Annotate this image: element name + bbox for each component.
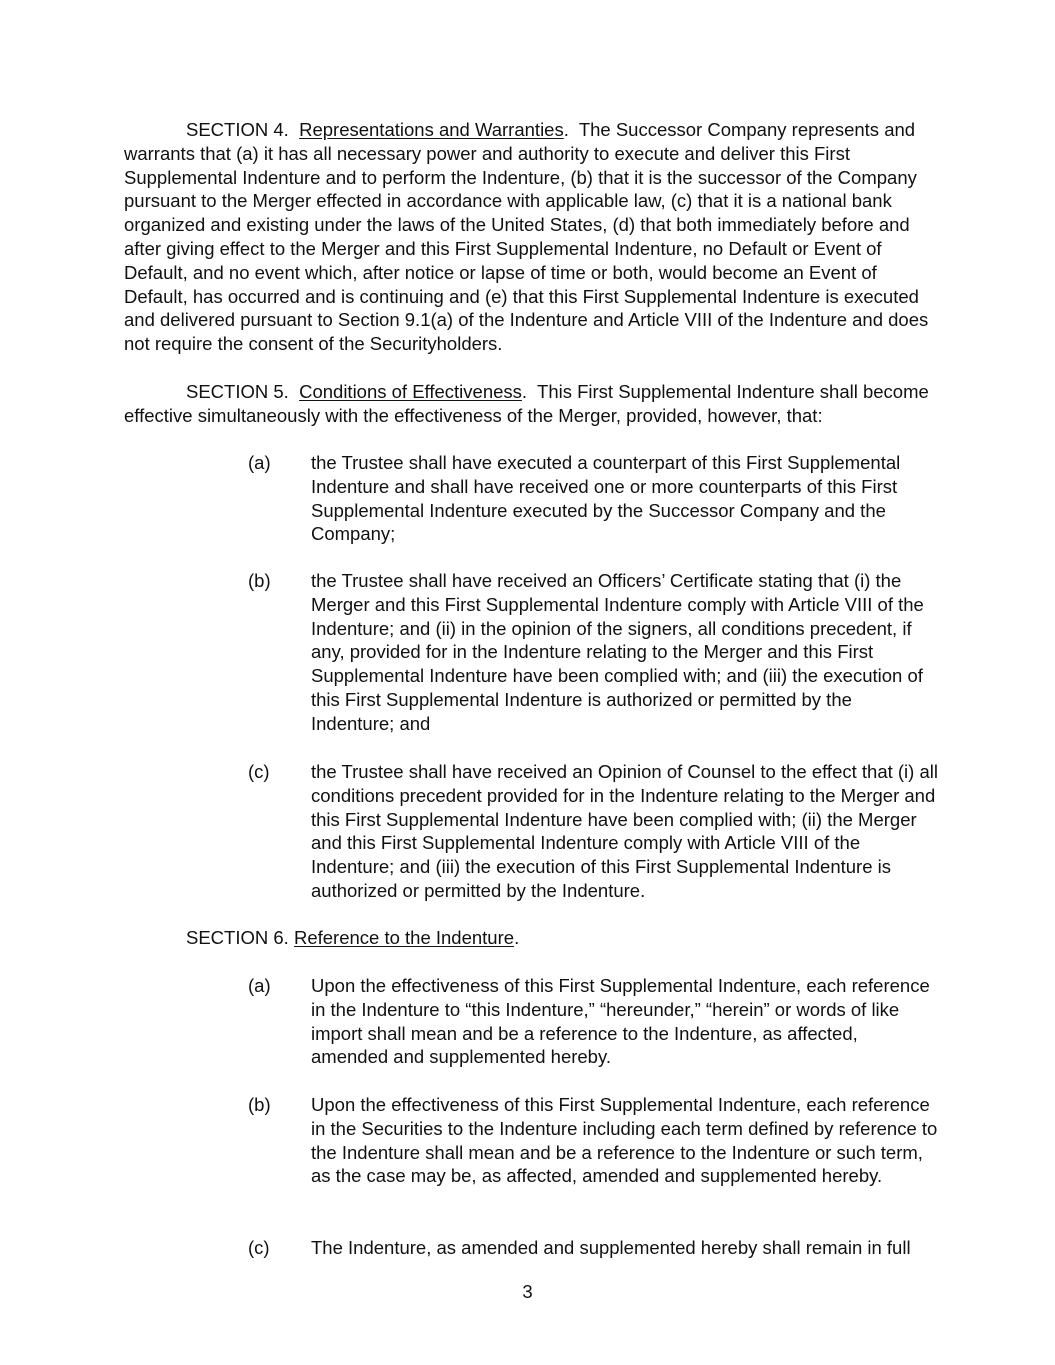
section-5-item-a: [248, 451, 948, 546]
section-4-label: SECTION 4.: [186, 119, 289, 140]
section-4-body: The Successor Company represents and warrants that (a) it has all necessary power and authority to execute and deliver this First Supplemental Indenture and to perform the Indenture, (b) that it is the successor of the Company pursuant to the Merger effected in accordance with applicable law, (c) that it is a national bank organized and existing under the laws of the United States, (d) that both immediately before and after giving effect to the Merger and this First Supplemental Indenture, no Default or Event of Default, and no event which, after notice or lapse of time or both, would become an Event of Default, has occurred and is continuing and (e) that this First Supplemental Indenture is executed and delivered pursuant to Section 9.1(a) of the Indenture and Article VIII of the Indenture and does not require the consent of the Securityholders.: [124, 119, 929, 355]
section-6-item-a: [248, 974, 948, 1069]
item-label: (b): [248, 1094, 271, 1115]
section-5-item-b: [248, 569, 948, 736]
item-label: (c): [248, 761, 270, 782]
section-5-label: SECTION 5.: [186, 381, 289, 402]
page-number: 3: [522, 1281, 533, 1302]
section-4-title: Representations and Warranties: [299, 119, 564, 140]
section-6-item-b: [248, 1093, 948, 1188]
section-5-item-c: [248, 760, 948, 903]
section-5-body: This First Supplemental Indenture shall become effective simultaneously with the effectiveness of the Merger, provided, however, that:: [124, 381, 929, 426]
item-text: the Trustee shall have received an Opinion of Counsel to the effect that (i) all conditions precedent provided for in the Indenture relating to the Merger and this First Supplemental Indenture have been complied with; (ii) the Merger and this First Supplemental Indenture comply with Article VIII of the Indenture; and (iii) the execution of this First Supplemental Indenture is authorized or permitted by the Indenture.: [311, 761, 938, 901]
item-label: (c): [248, 1237, 270, 1258]
item-text: the Trustee shall have received an Officers’ Certificate stating that (i) the Merger and this First Supplemental Indenture comply with Article VIII of the Indenture; and (ii) in the opinion of the signers, all conditions precedent, if any, provided for in the Indenture relating to the Merger and this First Supplemental Indenture have been complied with; and (iii) the execution of this First Supplemental Indenture is authorized or permitted by the Indenture; and: [311, 570, 924, 734]
item-text: Upon the effectiveness of this First Supplemental Indenture, each reference in the Securities to the Indenture including each term defined by reference to the Indenture shall mean and be a reference to the Indenture or such term, as the case may be, as affected, amended and supplemented hereby.: [311, 1094, 938, 1187]
section-6-title: Reference to the Indenture: [293, 927, 515, 948]
section-6-item-c: [248, 1236, 948, 1260]
item-text: the Trustee shall have executed a counterpart of this First Supplemental Indenture and shall have received one or more counterparts of this First Supplemental Indenture executed by the Successor Company and the Company;: [311, 452, 901, 545]
section-5-title: Conditions of Effectiveness: [299, 381, 522, 402]
section-6-label: SECTION 6.: [186, 927, 289, 948]
item-label: (a): [248, 975, 271, 996]
item-text: The Indenture, as amended and supplemented hereby shall remain in full: [311, 1237, 911, 1258]
section-6-heading: SECTION 6. Reference to the Indenture.: [186, 927, 520, 948]
section-5-paragraph: SECTION 5. Conditions of Effectiveness. This First Supplemental Indenture shall become effective simultaneously with the effectiveness of the Merger, provided, however, that:: [124, 381, 929, 426]
item-text: Upon the effectiveness of this First Supplemental Indenture, each reference in the Indenture to “this Indenture,” “hereunder,” “herein” or words of like import shall mean and be a reference to the Indenture, as affected, amended and supplemented hereby.: [311, 975, 930, 1068]
section-4-paragraph: SECTION 4. Representations and Warranties. The Successor Company represents and warrants that (a) it has all necessary power and authority to execute and deliver this First Supplemental Indenture and to perform the Indenture, (b) that it is the successor of the Company pursuant to the Merger effected in accordance with applicable law, (c) that it is a national bank organized and existing under the laws of the United States, (d) that both immediately before and after giving effect to the Merger and this First Supplemental Indenture, no Default or Event of Default, and no event which, after notice or lapse of time or both, would become an Event of Default, has occurred and is continuing and (e) that this First Supplemental Indenture is executed and delivered pursuant to Section 9.1(a) of the Indenture and Article VIII of the Indenture and does not require the consent of the Securityholders.: [124, 119, 929, 355]
item-label: (a): [248, 452, 271, 473]
item-label: (b): [248, 570, 271, 591]
